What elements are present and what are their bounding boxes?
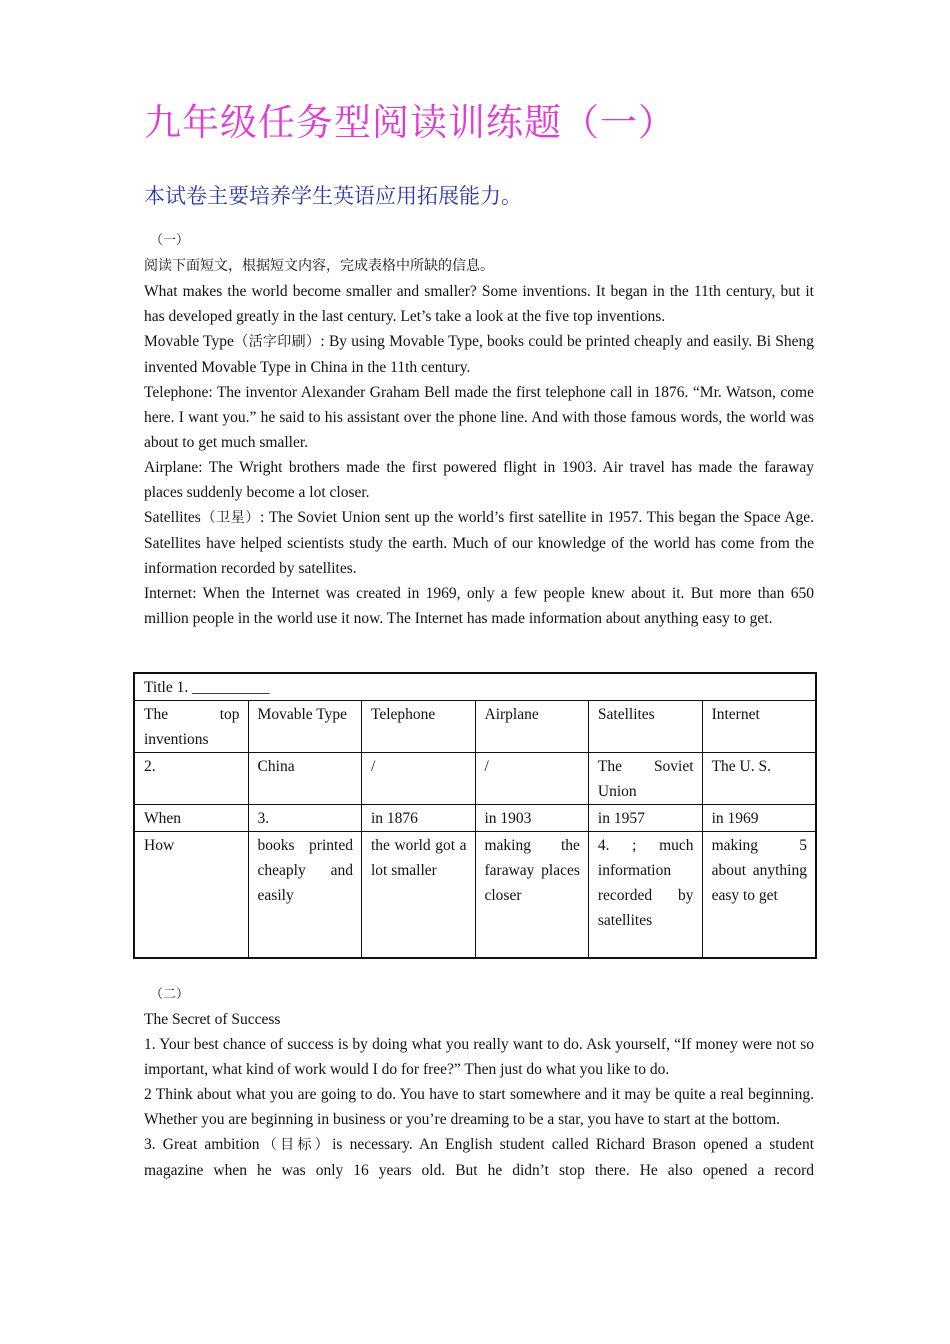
table-cell: in 1969 xyxy=(702,805,816,832)
table-row xyxy=(134,701,816,753)
satellites-cn: （卫星） xyxy=(200,510,260,526)
table-cell: / xyxy=(361,753,475,805)
table-title-cell: Title 1. __________ xyxy=(134,673,816,701)
table-cell: China xyxy=(248,753,361,805)
table-row xyxy=(134,753,816,805)
table-cell: the world got a lot smaller xyxy=(361,832,475,958)
table-cell: making the faraway places closer xyxy=(475,832,588,958)
section-one xyxy=(144,227,814,631)
table-cell: in 1876 xyxy=(361,805,475,832)
paragraph-intro: What makes the world become smaller and smaller? Some inventions. It began in the 11th century, but it has developed greatly in the last century. Let’s take a look at the five top inventions. xyxy=(144,283,814,325)
table-cell: Airplane xyxy=(475,701,588,753)
table-cell: in 1957 xyxy=(588,805,702,832)
paragraph-satellites xyxy=(144,505,814,581)
table-cell: Telephone xyxy=(361,701,475,753)
table-cell: / xyxy=(475,753,588,805)
movable-type-text: : By using Movable Type, books could be printed cheaply and easily. Bi Sheng invented Movable Type in China in the 11th century. xyxy=(144,333,814,376)
section-one-instruction: 阅读下面短文，根据短文内容，完成表格中所缺的信息。 xyxy=(144,258,494,274)
table-cell: The Soviet Union xyxy=(588,753,702,805)
table-cell: books printed cheaply and easily xyxy=(248,832,361,958)
success-3-cn: （目标） xyxy=(259,1137,333,1153)
success-3-start: 3. Great ambition xyxy=(144,1136,260,1153)
page-subtitle: 本试卷主要培养学生英语应用拓展能力。 xyxy=(144,184,522,208)
paragraph-success-1: 1. Your best chance of success is by doing what you really want to do. Ask yourself, “If money were not so important, what kind of work would I do for free?” Then just do what you like to do. xyxy=(144,1036,814,1078)
section-two-marker: （二） xyxy=(150,987,190,1002)
section-two-heading: The Secret of Success xyxy=(144,1011,281,1028)
table-row xyxy=(134,805,816,832)
table-cell: making 5 about anything easy to get xyxy=(702,832,816,958)
paragraph-movable-type xyxy=(144,329,814,380)
satellites-text: : The Soviet Union sent up the world’s first satellite in 1957. This began the Space Age. Satellites have helped scientists study the earth. Much of our knowledge of the world has come from the information recorded by satellites. xyxy=(144,509,814,577)
table-cell: in 1903 xyxy=(475,805,588,832)
paragraph-success-3 xyxy=(144,1132,814,1183)
table-cell: 2. xyxy=(134,753,248,805)
movable-type-label: Movable Type xyxy=(144,333,234,350)
table-cell: 3. xyxy=(248,805,361,832)
table-title-row xyxy=(134,673,816,701)
success-3-text: is necessary. An English student called Richard Brason opened a student magazine when he was only 16 years old. But he didn’t stop there. He also opened a record xyxy=(144,1136,815,1179)
table-cell: Satellites xyxy=(588,701,702,753)
table-row xyxy=(134,832,816,958)
table-cell: Movable Type xyxy=(248,701,361,753)
movable-type-cn: （活字印刷） xyxy=(233,334,321,350)
paragraph-success-2: 2 Think about what you are going to do. You have to start somewhere and it may be quite a real beginning. Whether you are beginning in business or you’re dreaming to be a star, you have to start at the bottom. xyxy=(144,1086,814,1128)
section-one-marker: （一） xyxy=(150,233,190,248)
table-cell: The top inventions xyxy=(134,701,248,753)
table-cell: 4. ; much information recorded by satellites xyxy=(588,832,702,958)
table-cell: The U. S. xyxy=(702,753,816,805)
paragraph-airplane: Airplane: The Wright brothers made the first powered flight in 1903. Air travel has made the faraway places suddenly become a lot closer. xyxy=(144,459,814,501)
satellites-label: Satellites xyxy=(144,509,201,526)
table-cell: How xyxy=(134,832,248,958)
table-cell: Internet xyxy=(702,701,816,753)
inventions-table xyxy=(133,672,817,959)
paragraph-internet: Internet: When the Internet was created in 1969, only a few people knew about it. But more than 650 million people in the world use it now. The Internet has made information about anything easy to get. xyxy=(144,585,814,627)
page-title: 九年级任务型阅读训练题（一） xyxy=(144,101,676,144)
paragraph-telephone: Telephone: The inventor Alexander Graham Bell made the first telephone call in 1876. “Mr. Watson, come here. I want you.” he said to his assistant over the phone line. And with those famous words, the world was about to get much smaller. xyxy=(144,384,814,451)
table-cell: When xyxy=(134,805,248,832)
section-two xyxy=(144,981,814,1183)
